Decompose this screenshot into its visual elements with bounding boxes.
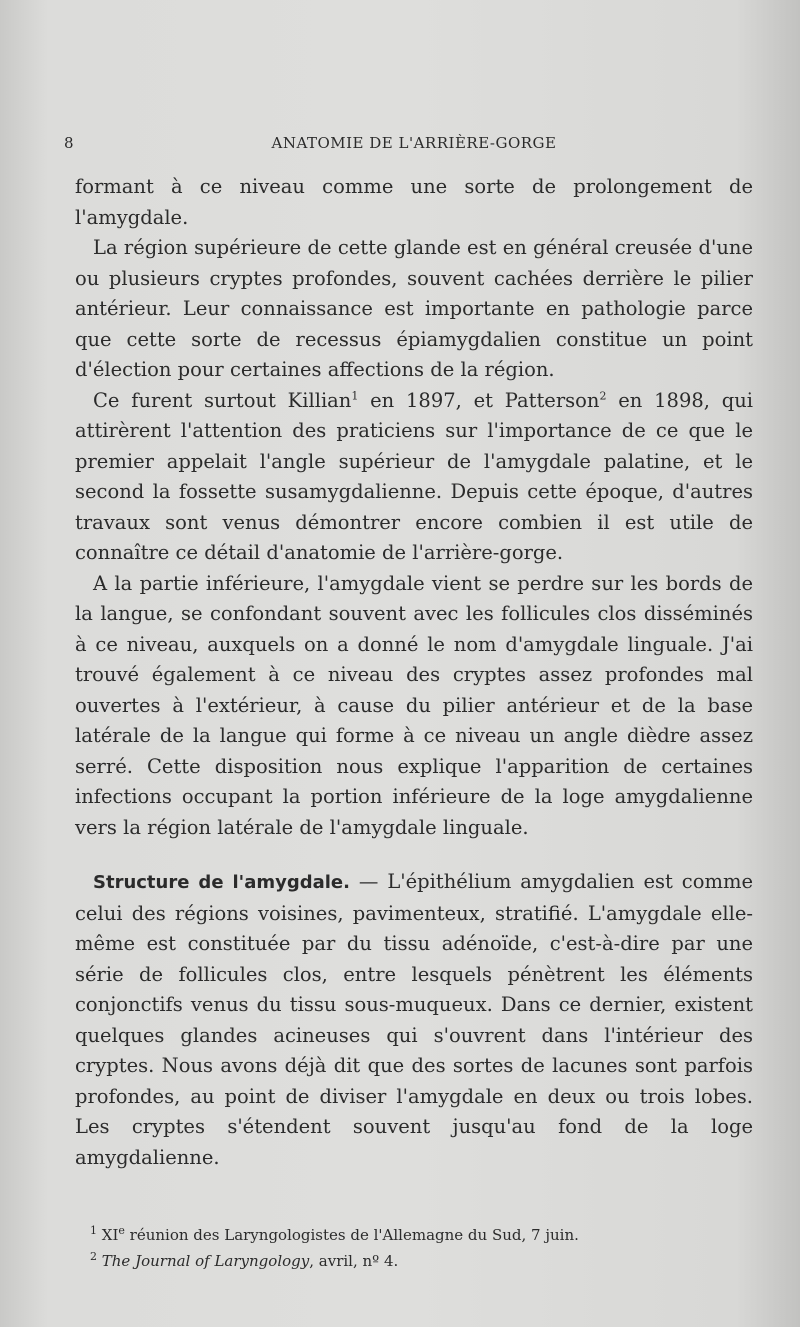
footnote-marker: 2: [90, 1250, 97, 1263]
running-head: ANATOMIE DE L'ARRIÈRE-GORGE: [271, 134, 557, 152]
footnote-text: XI: [97, 1226, 119, 1244]
paragraph-partie-inferieure: A la partie inférieure, l'amygdale vient se perdre sur les bords de la langue, se confondant souvent avec les follicules clos disséminés à ce niveau, auxquels on a donné le nom d'amygdale linguale. J'ai trouvé également à ce niveau des cryptes assez profondes mal ouvertes à l'extérieur, à cause du pilier antérieur et de la base latérale de la langue qui forme à ce niveau un angle dièdre assez serré. Cette disposition nous explique l'apparition de certaines infections occupant la portion inférieure de la loge amygdalienne vers la région latérale de l'amygdale linguale.: [75, 571, 753, 839]
footnote-text: réunion des Laryngologistes de l'Allemagne du Sud, 7 juin.: [124, 1226, 579, 1244]
footnote-1: [90, 1222, 750, 1248]
footnote-reference: 1: [351, 389, 359, 402]
footnote-text: , avril, nº 4.: [309, 1252, 399, 1270]
paragraph-text-part: en 1897, et Patterson: [358, 388, 600, 412]
ordinal-suffix: e: [118, 1224, 125, 1237]
section-text: — L'épithélium amygdalien est comme celui des régions voisines, pavimenteux, stratifié. L'amygdale elle-même est constituée par du tissu adénoïde, c'est-à-dire par une série de follicules clos, entre lesquels pénètrent les éléments conjonctifs venus du tissu sous-muqueux. Dans ce dernier, existent quelques glandes acineuses qui s'ouvrent dans l'intérieur des cryptes. Nous avons déjà dit que des sortes de lacunes sont parfois profondes, au point de diviser l'amygdale en deux ou trois lobes. Les cryptes s'étendent souvent jusqu'au fond de la loge amygdalienne.: [75, 870, 753, 1169]
paragraph-region-superieure: La région supérieure de cette glande est en général creusée d'une ou plusieurs cryptes profondes, souvent cachées derrière le pilier antérieur. Leur connaissance est importante en pathologie parce que cette sorte de recessus épiamygdalien constitue un point d'élection pour certaines affections de la région.: [75, 236, 753, 381]
section-structure: [75, 867, 753, 1173]
footnote-marker: 1: [90, 1224, 97, 1237]
paragraph-text-part: en 1898, qui attirèrent l'attention des praticiens sur l'importance de ce que le premier appelait l'angle supérieur de l'amygdale palatine, et le second la fossette susamygdalienne. Depuis cette époque, d'autres travaux sont venus démontrer encore combien il est utile de connaître ce détail d'anatomie de l'arrière-gorge.: [75, 388, 754, 564]
footnote-2: [90, 1248, 750, 1274]
paragraph-text-part: Ce furent surtout Killian: [93, 388, 352, 412]
footnotes: [90, 1222, 750, 1274]
paragraph-continuation: formant à ce niveau comme une sorte de prolongement de l'amygdale.: [75, 175, 753, 229]
section-heading: Structure de l'amygdale.: [93, 872, 350, 893]
paragraph-killian-patterson: [75, 386, 753, 569]
page-number: 8: [64, 134, 74, 152]
page-header: [64, 130, 764, 160]
journal-title: The Journal of Laryngology: [97, 1252, 310, 1270]
body-text: [75, 172, 753, 1173]
footnote-reference: 2: [599, 389, 607, 402]
